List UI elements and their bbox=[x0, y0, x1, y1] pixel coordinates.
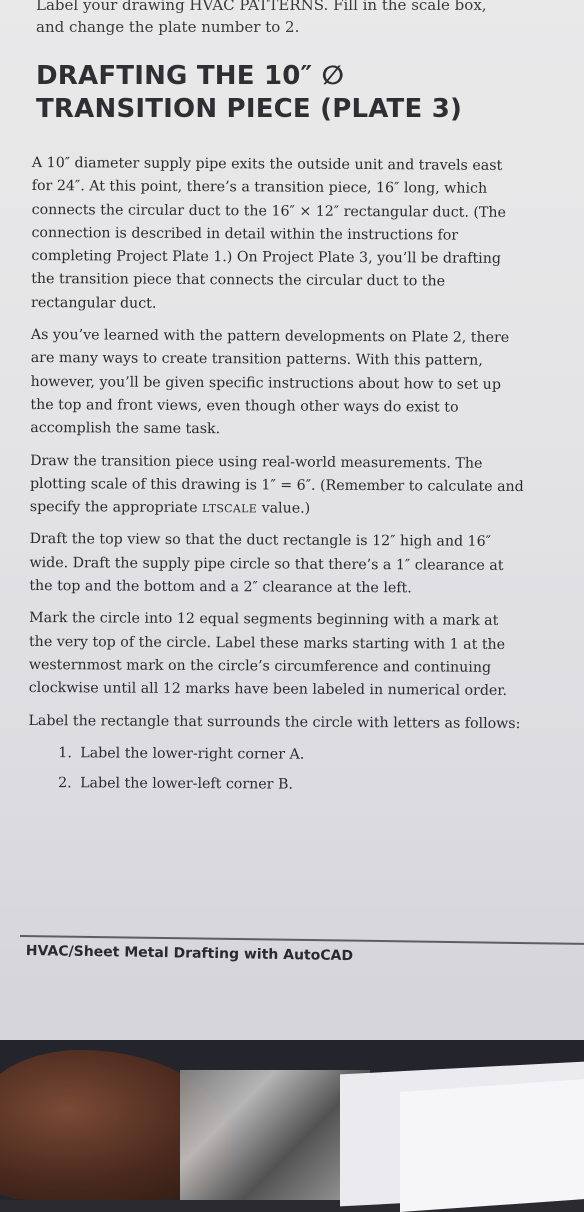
list-text: Label the lower-right corner A. bbox=[80, 745, 305, 763]
heading-line-1: DRAFTING THE 10″ ∅ bbox=[36, 61, 345, 91]
heading-line-2: TRANSITION PIECE (PLATE 3) bbox=[36, 94, 463, 124]
paragraph-scale bbox=[30, 450, 524, 523]
instruction-list bbox=[28, 742, 522, 799]
ltscale-code: LTSCALE bbox=[201, 502, 258, 516]
paragraph-intro: A 10″ diameter supply pipe exits the outside unit and travels east for 24″. At this point, there’s a transition piece, 16″ long, which connects the circular duct to the 16″ × 12″ rectangular duct. (The connection is described in detail within the instructions for completing Project Plate 1.) On Project Plate 3, you’ll be drafting the transition piece that connects the circular duct to the rectangular duct. bbox=[31, 154, 507, 312]
running-footer: HVAC/Sheet Metal Drafting with AutoCAD bbox=[25, 943, 354, 965]
scale-text-before: Draw the transition piece using real-world measurements. The plotting scale of this drawing is 1″ = 6″. (Remember to calculate and specify the appropriate bbox=[29, 452, 524, 517]
paragraph-top-view: Draft the top view so that the duct rectangle is 12″ high and 16″ wide. Draft the supply pipe circle so that there’s a 1″ clearance at the top and the bottom and a 2″ clearance at the left. bbox=[29, 531, 504, 597]
section-heading bbox=[36, 60, 556, 126]
list-item bbox=[58, 772, 522, 798]
paragraph-mark-circle: Mark the circle into 12 equal segments beginning with a mark at the very top of the circle. Label these marks starting with 1 at the westernmost mark on the circle’s circumference and continuing clockwise until all 12 marks have been labeled in numerical order. bbox=[28, 610, 508, 700]
list-number: 1. bbox=[58, 745, 72, 762]
paragraph-label-rectangle: Label the rectangle that surrounds the circle with letters as follows: bbox=[28, 712, 521, 732]
paper-stack-top bbox=[400, 1078, 584, 1212]
paragraph-patterns: As you’ve learned with the pattern developments on Plate 2, there are many ways to create transition patterns. With this pattern, however, you’ll be given specific instructions about how to set up the top and front views, even though other ways do exist to accomplish the same task. bbox=[30, 327, 510, 438]
previous-section-text bbox=[36, 0, 576, 38]
previous-line-1: Label your drawing HVAC PATTERNS. Fill in the scale box, bbox=[36, 0, 487, 14]
body-text bbox=[28, 152, 526, 805]
previous-line-2: and change the plate number to 2. bbox=[36, 18, 300, 36]
list-item bbox=[58, 742, 522, 768]
scale-text-after: value.) bbox=[257, 500, 311, 517]
list-number: 2. bbox=[58, 775, 72, 792]
list-text: Label the lower-left corner B. bbox=[80, 775, 293, 793]
